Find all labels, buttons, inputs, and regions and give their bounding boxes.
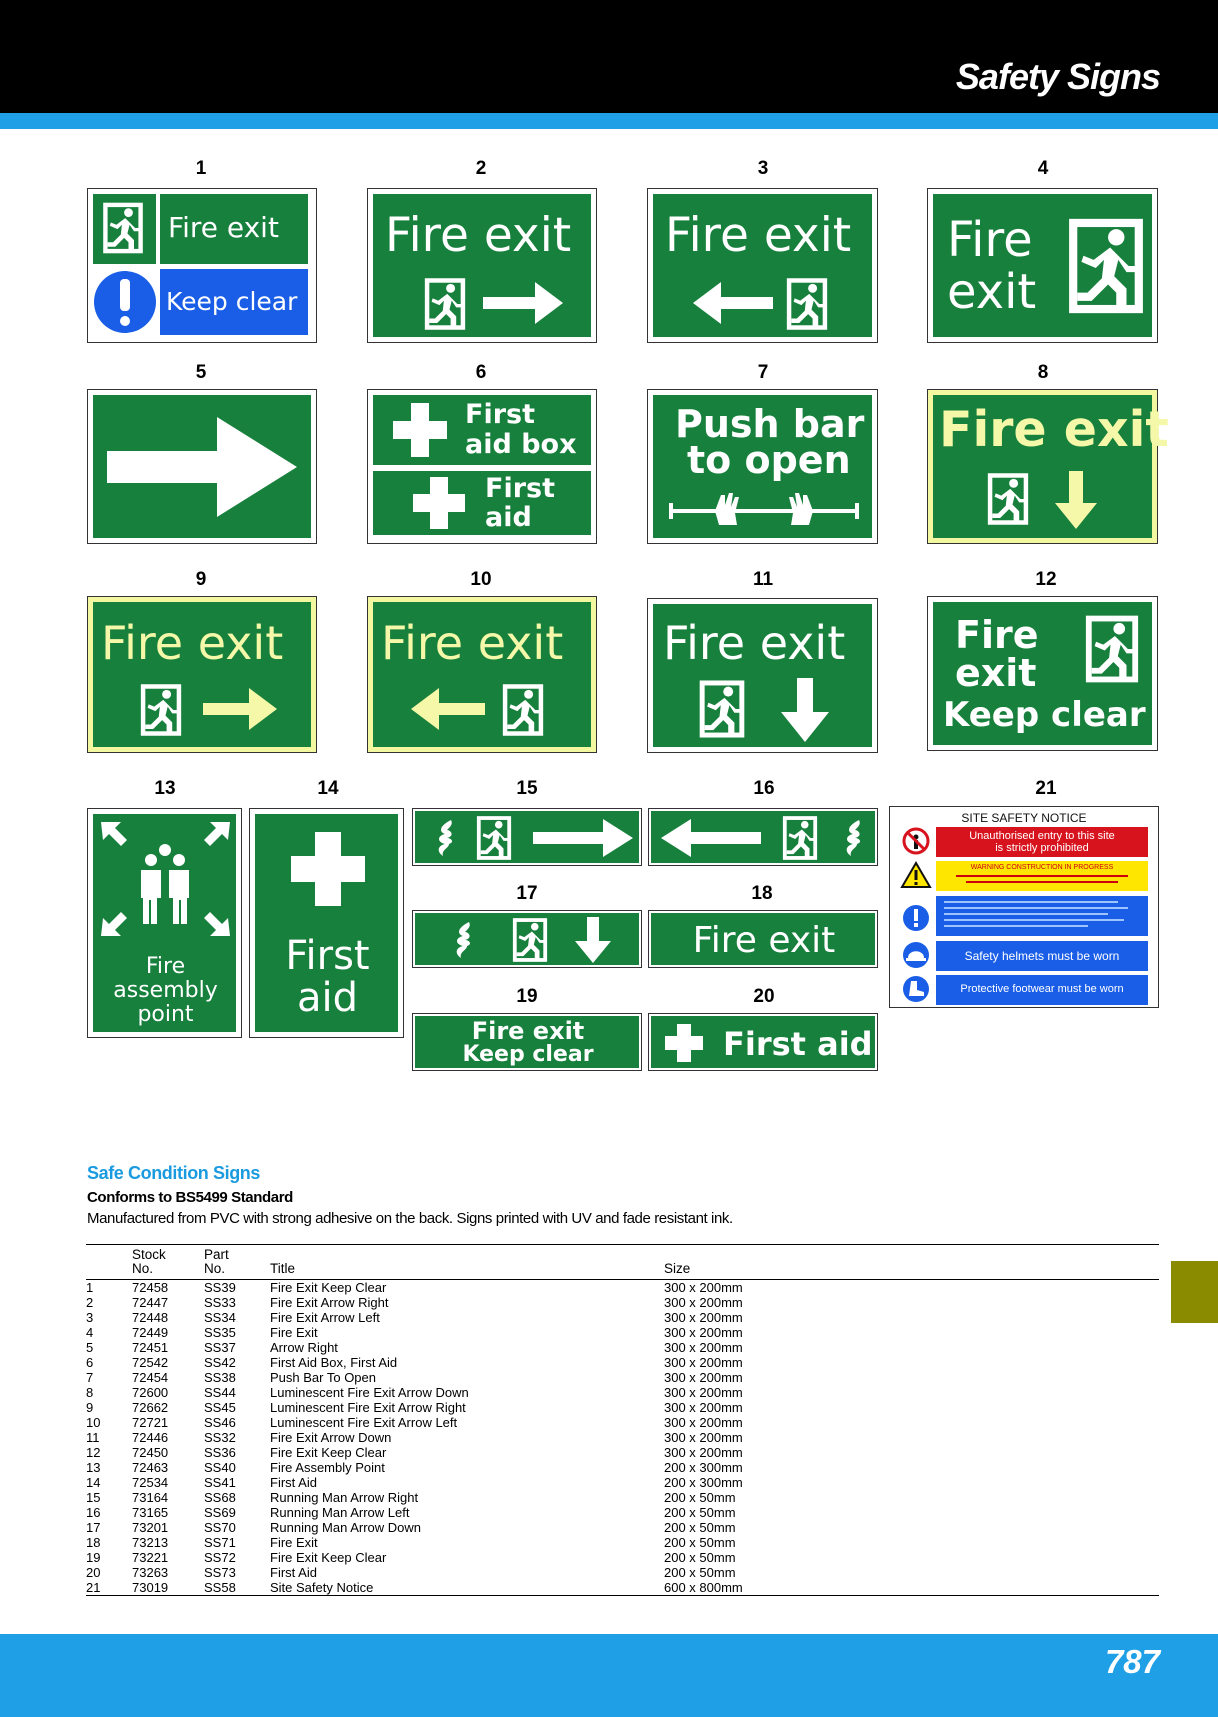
sign-9	[87, 596, 317, 753]
table-row	[86, 1295, 1159, 1310]
sign-6	[367, 389, 597, 544]
table-row	[86, 1505, 1159, 1520]
table-row	[86, 1445, 1159, 1460]
arrow-down-icon	[575, 917, 611, 963]
stock-number: 73213	[132, 1535, 169, 1550]
sign-text: Unauthorised entry to this site	[969, 830, 1115, 842]
row-ref: 16	[86, 1505, 101, 1520]
sign-2	[367, 188, 597, 343]
sign-number: 9	[195, 569, 207, 590]
part-number: SS73	[204, 1565, 236, 1580]
sign-number: 13	[154, 778, 176, 799]
stock-number: 72450	[132, 1445, 169, 1460]
product-title: Fire Exit Keep Clear	[270, 1280, 387, 1295]
stock-number: 72447	[132, 1295, 169, 1310]
running-man-icon	[695, 678, 749, 740]
sign-13	[87, 808, 242, 1038]
stock-number: 72448	[132, 1310, 169, 1325]
product-size: 200 x 300mm	[664, 1475, 743, 1490]
product-title: Fire Exit Keep Clear	[270, 1445, 387, 1460]
sign-3	[647, 188, 878, 343]
sign-11	[647, 598, 878, 753]
sign-number: 5	[195, 362, 207, 383]
running-man-icon	[475, 814, 513, 862]
part-number: SS34	[204, 1310, 236, 1325]
row-ref: 20	[86, 1565, 101, 1580]
table-row	[86, 1535, 1159, 1550]
sign-7	[647, 389, 878, 544]
product-title: Arrow Right	[270, 1340, 338, 1355]
stock-number: 72721	[132, 1415, 169, 1430]
sign-number: 15	[516, 778, 538, 799]
sign-4	[927, 188, 1158, 343]
arrow-down-icon	[1055, 471, 1097, 529]
part-number: SS40	[204, 1460, 236, 1475]
sign-text: Fire exit	[168, 211, 279, 244]
row-ref: 13	[86, 1460, 101, 1475]
sign-16	[648, 808, 878, 866]
part-number: SS68	[204, 1490, 236, 1505]
product-title: Push Bar To Open	[270, 1370, 376, 1385]
row-ref: 8	[86, 1385, 94, 1400]
product-title: First Aid	[270, 1475, 317, 1490]
sign-text: aid	[485, 502, 532, 533]
table-header-row	[86, 1245, 1159, 1280]
table-row	[86, 1280, 1159, 1296]
flame-icon	[451, 919, 475, 961]
running-man-icon	[781, 276, 833, 332]
row-ref: 19	[86, 1550, 101, 1565]
product-title: Luminescent Fire Exit Arrow Right	[270, 1400, 466, 1415]
running-man-panel	[93, 194, 156, 264]
product-title: Luminescent Fire Exit Arrow Left	[270, 1415, 458, 1430]
product-size: 300 x 200mm	[664, 1310, 743, 1325]
table-row	[86, 1400, 1159, 1415]
table-row	[86, 1460, 1159, 1475]
row-ref: 21	[86, 1580, 132, 1596]
arrow-left-icon	[661, 819, 761, 857]
part-number: SS70	[204, 1520, 236, 1535]
sign-number: 4	[1037, 158, 1049, 179]
sign-17	[412, 910, 642, 968]
part-number: SS69	[204, 1505, 236, 1520]
stock-number: 72463	[132, 1460, 169, 1475]
running-man-icon	[781, 814, 819, 862]
header-text: No.	[204, 1261, 226, 1276]
arrow-right-icon	[107, 417, 297, 517]
sign-text: Keep clear	[462, 1042, 594, 1067]
stock-number: 73201	[132, 1520, 169, 1535]
category-description: Manufactured from PVC with strong adhesive on the back. Signs printed with UV and fade resistant ink.	[87, 1210, 733, 1227]
sign-text: WARNING CONSTRUCTION IN PROGRESS	[970, 864, 1114, 871]
part-number: SS44	[204, 1385, 236, 1400]
sign-text: Fire exit	[939, 401, 1169, 458]
sign-21	[889, 806, 1159, 1008]
product-size: 300 x 200mm	[664, 1385, 743, 1400]
sign-text: Fire exit	[692, 920, 836, 961]
table-row	[86, 1310, 1159, 1325]
sign-number: 6	[475, 362, 487, 383]
sign-text: First	[485, 473, 555, 504]
product-title: Fire Exit Keep Clear	[270, 1550, 387, 1565]
sign-text: assembly	[113, 978, 218, 1003]
category-heading: Safe Condition Signs	[87, 1163, 261, 1183]
row-ref: 17	[86, 1520, 101, 1535]
page-number: 787	[1104, 1643, 1160, 1680]
sign-14	[249, 808, 404, 1038]
part-number: SS41	[204, 1475, 236, 1490]
sign-number: 17	[516, 883, 538, 904]
product-size: 300 x 200mm	[664, 1430, 743, 1445]
page-footer	[0, 1634, 1218, 1717]
product-size: 300 x 200mm	[664, 1355, 743, 1370]
column-header-size: Size	[664, 1245, 1159, 1280]
arrow-left-icon	[693, 282, 773, 324]
safety-boot-icon	[902, 975, 930, 1003]
sign-text: Fire exit	[665, 208, 852, 263]
sign-text: Fire	[145, 954, 186, 979]
row-ref: 10	[86, 1415, 101, 1430]
sign-text: Fire	[955, 613, 1039, 657]
running-man-icon	[497, 682, 549, 738]
product-title: Fire Exit Arrow Down	[270, 1430, 392, 1445]
sign-text: Push bar	[675, 402, 865, 446]
product-size: 200 x 50mm	[664, 1520, 736, 1535]
part-number: SS39	[204, 1280, 236, 1295]
part-number: SS46	[204, 1415, 236, 1430]
product-size: 300 x 200mm	[664, 1280, 743, 1295]
product-title: Fire Exit	[270, 1535, 318, 1550]
sign-text: Fire	[947, 212, 1033, 268]
sign-text: Fire exit	[385, 208, 572, 263]
row-ref: 6	[86, 1355, 94, 1370]
sign-15	[412, 808, 642, 866]
part-number: SS72	[204, 1550, 236, 1565]
sign-number: 18	[751, 883, 773, 904]
product-size: 300 x 200mm	[664, 1340, 743, 1355]
table-row	[86, 1490, 1159, 1505]
push-bar-hands-icon	[669, 491, 859, 531]
assembly-point-icon	[93, 814, 238, 944]
row-ref: 11	[86, 1430, 100, 1445]
product-size: 200 x 50mm	[664, 1550, 736, 1565]
sign-text: is strictly prohibited	[995, 842, 1089, 854]
table-row	[86, 1520, 1159, 1535]
sign-number: 20	[753, 986, 775, 1007]
part-number: SS32	[204, 1430, 236, 1445]
sign-text: First	[285, 933, 370, 979]
part-number: SS71	[204, 1535, 236, 1550]
row-ref: 4	[86, 1325, 94, 1340]
product-title: Fire Exit Arrow Left	[270, 1310, 380, 1325]
sign-text: exit	[947, 264, 1037, 320]
sign-number: 11	[752, 569, 774, 590]
header-text: Stock	[132, 1247, 166, 1262]
running-man-icon	[1065, 212, 1147, 320]
part-number: SS33	[204, 1295, 236, 1310]
sign-text: to open	[687, 438, 851, 482]
part-number: SS37	[204, 1340, 236, 1355]
flame-icon	[433, 817, 457, 859]
sign-text: aid	[296, 975, 358, 1021]
arrow-right-icon	[483, 282, 563, 324]
no-entry-icon	[902, 827, 930, 855]
table-row	[86, 1325, 1159, 1340]
part-number: SS38	[204, 1370, 236, 1385]
part-number: SS58	[204, 1580, 270, 1596]
product-size: 300 x 200mm	[664, 1415, 743, 1430]
row-ref: 14	[86, 1475, 101, 1490]
part-number: SS35	[204, 1325, 236, 1340]
sign-number: 2	[475, 158, 487, 179]
stock-number: 72446	[132, 1430, 169, 1445]
sign-number: 10	[470, 569, 492, 590]
sign-title: SITE SAFETY NOTICE	[961, 811, 1087, 825]
part-number: SS42	[204, 1355, 236, 1370]
row-ref: 3	[86, 1310, 94, 1325]
product-title: Running Man Arrow Down	[270, 1520, 422, 1535]
sign-text: Fire exit	[381, 616, 564, 670]
sign-18	[648, 910, 878, 968]
product-size: 300 x 200mm	[664, 1370, 743, 1385]
sign-text: Fire exit	[663, 616, 846, 670]
table-row	[86, 1415, 1159, 1430]
product-title: Fire Exit Arrow Right	[270, 1295, 389, 1310]
sign-text: Fire exit	[471, 1017, 585, 1045]
sign-text: point	[137, 1002, 194, 1027]
table-row	[86, 1385, 1159, 1400]
sign-number: 21	[1035, 778, 1057, 799]
header-text: Part	[204, 1247, 229, 1262]
product-title: Fire Exit	[270, 1325, 318, 1340]
table-row	[86, 1550, 1159, 1565]
stock-number: 72662	[132, 1400, 169, 1415]
row-ref: 18	[86, 1535, 101, 1550]
sign-number: 8	[1037, 362, 1049, 383]
part-number: SS36	[204, 1445, 236, 1460]
row-ref: 2	[86, 1295, 94, 1310]
row-ref: 5	[86, 1340, 94, 1355]
product-table	[86, 1244, 1159, 1596]
stock-number: 72534	[132, 1475, 169, 1490]
sign-text: exit	[955, 651, 1037, 695]
sign-10	[367, 596, 597, 753]
arrow-down-icon	[781, 678, 829, 742]
stock-number: 73165	[132, 1505, 169, 1520]
row-ref: 12	[86, 1445, 101, 1460]
row-ref: 9	[86, 1400, 94, 1415]
sign-number: 3	[757, 158, 769, 179]
running-man-icon	[511, 916, 549, 964]
row-ref: 7	[86, 1370, 94, 1385]
stock-number: 72600	[132, 1385, 169, 1400]
flame-icon	[841, 817, 865, 859]
product-size: 200 x 50mm	[664, 1535, 736, 1550]
running-man-icon	[135, 682, 187, 738]
product-size: 200 x 300mm	[664, 1460, 743, 1475]
product-size: 200 x 50mm	[664, 1505, 736, 1520]
row-ref: 15	[86, 1490, 101, 1505]
table-row	[86, 1355, 1159, 1370]
exclamation-icon	[93, 269, 157, 335]
table-row	[86, 1340, 1159, 1355]
product-size: 300 x 200mm	[664, 1400, 743, 1415]
product-title: Running Man Arrow Left	[270, 1505, 410, 1520]
sign-8	[927, 389, 1169, 544]
product-title: Luminescent Fire Exit Arrow Down	[270, 1385, 469, 1400]
part-number: SS45	[204, 1400, 236, 1415]
first-aid-cross-icon	[665, 1024, 703, 1062]
warning-triangle-icon	[900, 861, 932, 889]
sign-number: 19	[516, 986, 538, 1007]
product-size: 300 x 200mm	[664, 1325, 743, 1340]
sign-20	[648, 1013, 878, 1071]
product-size: 600 x 800mm	[664, 1580, 1159, 1596]
stock-number: 72458	[132, 1280, 169, 1295]
stock-number: 73164	[132, 1490, 169, 1505]
sign-12	[927, 596, 1158, 751]
stock-number: 72449	[132, 1325, 169, 1340]
sign-number: 1	[195, 158, 207, 179]
table-row	[86, 1370, 1159, 1385]
category-subheading: Conforms to BS5499 Standard	[87, 1189, 293, 1206]
product-size: 200 x 50mm	[664, 1565, 736, 1580]
sign-text: Keep clear	[166, 287, 298, 316]
section-tab	[1171, 1261, 1218, 1323]
sign-number: 16	[753, 778, 775, 799]
product-title: Fire Assembly Point	[270, 1460, 385, 1475]
product-title: Running Man Arrow Right	[270, 1490, 419, 1505]
sign-text: Protective footwear must be worn	[960, 983, 1124, 995]
sign-5	[87, 389, 317, 544]
product-title: Site Safety Notice	[270, 1580, 664, 1596]
product-size: 300 x 200mm	[664, 1445, 743, 1460]
sign-number: 14	[317, 778, 339, 799]
header-text: No.	[132, 1261, 154, 1276]
sign-19	[412, 1013, 642, 1071]
stock-number: 73263	[132, 1565, 169, 1580]
stock-number: 73221	[132, 1550, 169, 1565]
header-stripe	[0, 113, 1218, 129]
stock-number: 72454	[132, 1370, 169, 1385]
row-ref: 1	[86, 1280, 94, 1295]
sign-text: aid box	[465, 429, 577, 460]
sign-text: Keep clear	[943, 695, 1146, 735]
sign-1	[87, 188, 317, 343]
arrow-right-icon	[533, 819, 633, 857]
sign-text: Fire exit	[101, 616, 284, 670]
sign-text: First	[465, 399, 535, 430]
section-title: Safety Signs	[955, 56, 1160, 97]
first-aid-cross-icon	[291, 832, 365, 906]
column-header-ref	[86, 1245, 132, 1280]
product-title: First Aid Box, First Aid	[270, 1355, 398, 1370]
sign-number: 7	[757, 362, 769, 383]
table-row	[86, 1580, 1159, 1596]
sign-number: 12	[1035, 569, 1057, 590]
running-man-icon	[419, 276, 471, 332]
first-aid-cross-icon	[413, 477, 465, 529]
product-size: 300 x 200mm	[664, 1295, 743, 1310]
arrow-left-icon	[411, 688, 485, 730]
column-header-stock-no	[132, 1245, 204, 1280]
stock-number: 72542	[132, 1355, 169, 1370]
running-man-icon	[1083, 610, 1141, 688]
sign-text: First aid	[723, 1025, 873, 1063]
arrow-right-icon	[203, 688, 277, 730]
sign-text: Safety helmets must be worn	[964, 949, 1120, 963]
safety-helmet-icon	[902, 941, 930, 969]
product-size: 200 x 50mm	[664, 1490, 736, 1505]
stock-number: 73019	[132, 1580, 204, 1596]
running-man-icon	[101, 200, 145, 256]
table-row	[86, 1475, 1159, 1490]
table-body	[86, 1280, 1159, 1596]
column-header-title: Title	[270, 1245, 664, 1280]
table-row	[86, 1565, 1159, 1580]
running-man-icon	[983, 471, 1033, 527]
exclamation-icon	[902, 901, 930, 935]
column-header-part-no	[204, 1245, 270, 1280]
table-row	[86, 1430, 1159, 1445]
product-title: First Aid	[270, 1565, 317, 1580]
stock-number: 72451	[132, 1340, 169, 1355]
first-aid-cross-icon	[393, 403, 447, 457]
